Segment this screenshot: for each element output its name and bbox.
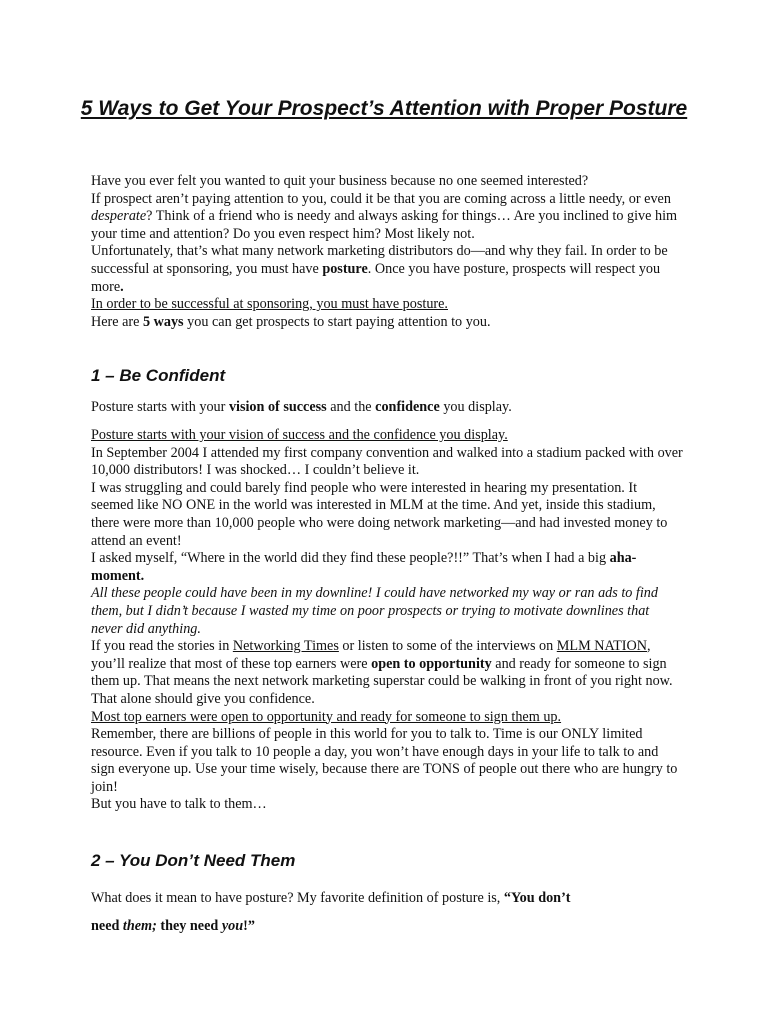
body-paragraph: need them; they need you!” <box>91 918 255 934</box>
body-paragraph: In September 2004 I attended my first company convention and walked into a stadium packed with over 10,000 distributors! I was shocked… I couldn’t believe it. <box>91 444 683 479</box>
section1-lead <box>91 399 683 417</box>
section-heading-1: 1 – Be Confident <box>91 366 226 385</box>
intro-paragraph: If prospect aren’t paying attention to you, could it be that you are coming across a little needy, or even desperate? Think of a friend who is needy and always asking for things… Are you inclined to give him your time and attention? Do you even respect him? Most likely not. <box>91 190 678 242</box>
intro-paragraph: Unfortunately, that’s what many network marketing distributors do—and why they fail. In order to be successful at sponsoring, you must have posture. Once you have posture, prospects will respect you more. <box>91 243 668 295</box>
body-paragraph: Remember, there are billions of people in this world for you to talk to. Time is our ONLY limited resource. Even if you talk to 10 people a day, you won’t have enough days in your life to talk to and sign everyone up. Use your time wisely, because there are TONS of people out there who are hungry to join! <box>91 726 678 795</box>
lead-paragraph: Posture starts with your vision of success and the confidence you display. <box>91 399 512 415</box>
bold-text: 5 ways <box>142 313 184 330</box>
body-paragraph: I asked myself, “Where in the world did they find these people?!!” That’s when I had a big aha-moment. <box>91 550 637 584</box>
italic-paragraph: All these people could have been in my downline! I could have networked my way or ran ads to find them, but I didn’t because I wasted my time on poor prospects or trying to motivate downlines that never did anything. <box>91 585 658 637</box>
section2-body <box>91 884 683 940</box>
document-title: 5 Ways to Get Your Prospect’s Attention with Proper Posture <box>80 97 688 120</box>
section-heading-2: 2 – You Don’t Need Them <box>91 851 296 870</box>
intro-paragraph: Here are 5 ways you can get prospects to start paying attention to you. <box>91 313 491 330</box>
pull-quote: Posture starts with your vision of success and the confidence you display. <box>91 427 508 443</box>
pull-quote: In order to be successful at sponsoring, you must have posture. <box>91 296 448 313</box>
bold-text: posture <box>322 260 368 277</box>
pull-quote: Most top earners were open to opportunity and ready for someone to sign them up. <box>91 708 562 725</box>
mlm-nation-link[interactable]: MLM NATION <box>556 638 648 655</box>
intro-paragraph: Have you ever felt you wanted to quit your business because no one seemed interested? <box>91 173 589 189</box>
body-paragraph: If you read the stories in Networking Times or listen to some of the interviews on MLM NATION, you’ll realize that most of these top earners were open to opportunity and ready for someone to sign them up. That means the next network marketing superstar could be walking in front of you right now. That alone should give you confidence. <box>91 638 673 707</box>
bold-text: aha-moment. <box>91 550 637 584</box>
body-paragraph: What does it mean to have posture? My favorite definition of posture is, “You don’t <box>91 890 571 906</box>
emphasis-text: desperate <box>91 208 147 225</box>
section1-body <box>91 427 683 814</box>
intro-section <box>91 173 683 331</box>
bold-text: open to opportunity <box>371 655 492 672</box>
body-paragraph: I was struggling and could barely find people who were interested in hearing my presentation. It seemed like NO ONE in the world was interested in MLM at the time. And yet, inside this stadium, there were more than 10,000 people who were doing network marketing—and had invested money to attend an event! <box>91 479 668 549</box>
body-paragraph: But you have to talk to them… <box>91 796 267 813</box>
networking-times-link[interactable]: Networking Times <box>232 638 339 655</box>
